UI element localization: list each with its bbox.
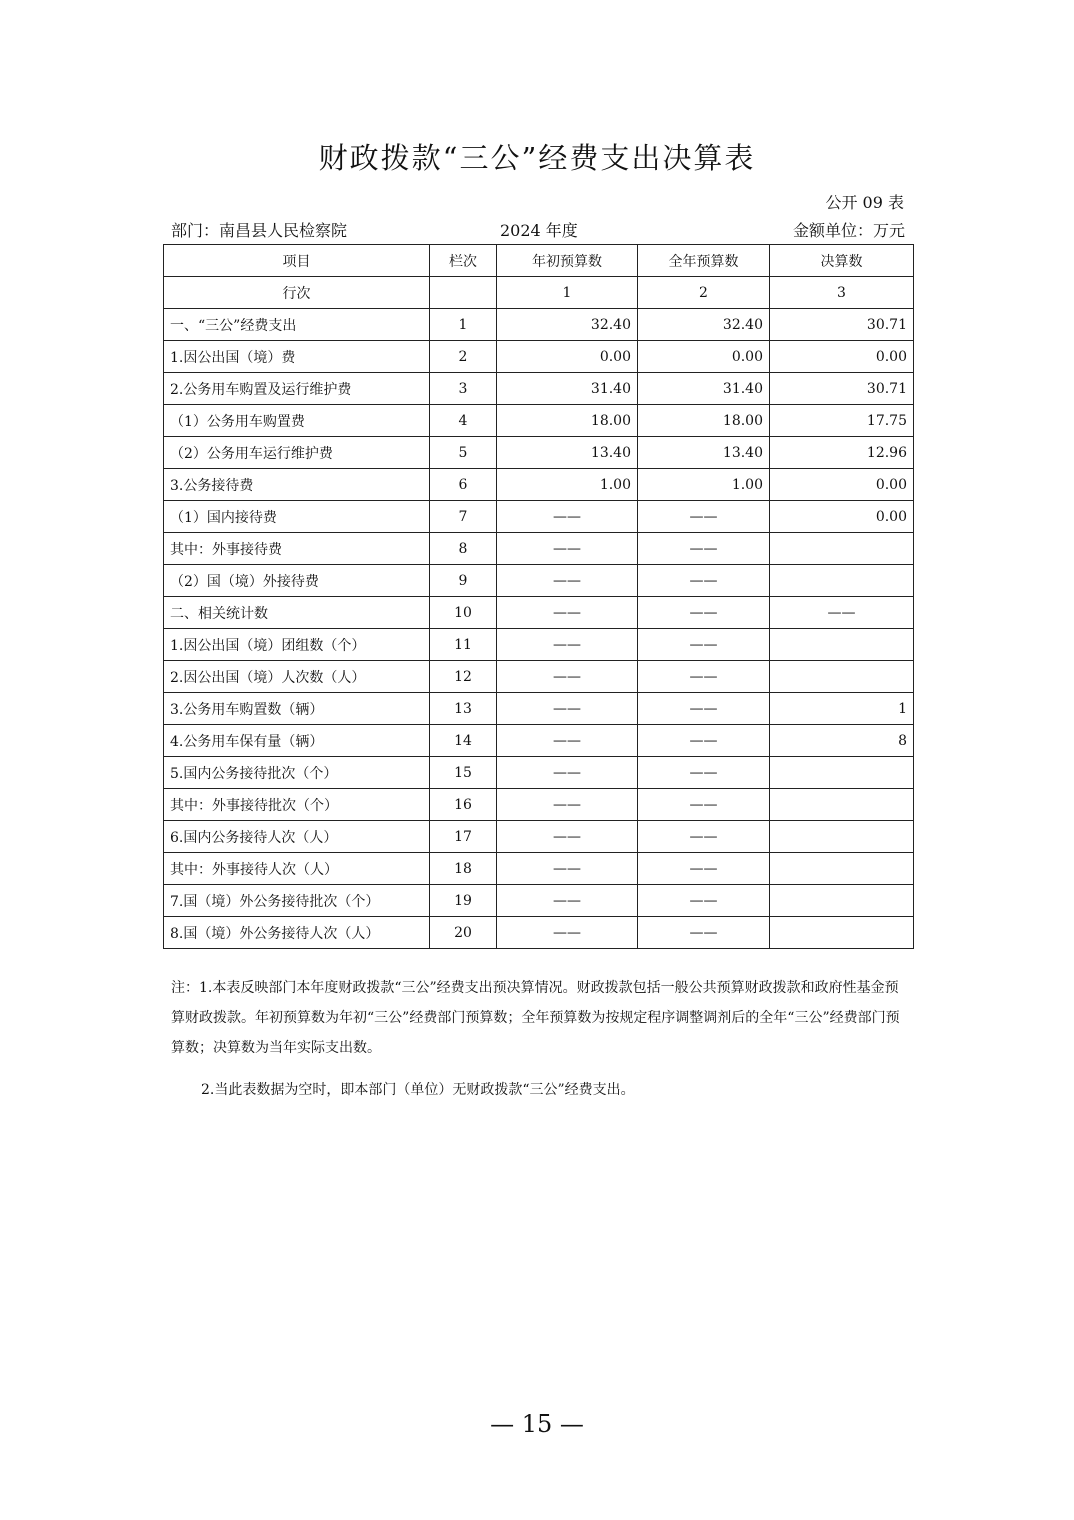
header-initial-budget: 年初预算数 — [497, 245, 638, 277]
row-item: 4.公务用车保有量（辆） — [164, 725, 430, 757]
table-meta — [171, 218, 905, 242]
row-full-year-budget: 18.00 — [638, 405, 770, 437]
row-item: 5.国内公务接待批次（个） — [164, 757, 430, 789]
row-initial-budget: 32.40 — [497, 309, 638, 341]
table-row — [164, 565, 914, 597]
row-final-accounts: 0.00 — [770, 341, 914, 373]
header-column-no: 栏次 — [430, 245, 497, 277]
subheader-col-1: 1 — [497, 277, 638, 309]
row-initial-budget: —— — [497, 661, 638, 693]
row-final-accounts — [770, 885, 914, 917]
row-column-no: 7 — [430, 501, 497, 533]
table-notes — [171, 973, 911, 1105]
table-row — [164, 629, 914, 661]
table-row — [164, 309, 914, 341]
row-full-year-budget: —— — [638, 821, 770, 853]
row-column-no: 12 — [430, 661, 497, 693]
fiscal-year-label: 2024 年度 — [500, 221, 578, 240]
row-final-accounts — [770, 757, 914, 789]
row-final-accounts: 1 — [770, 693, 914, 725]
row-item: 二、相关统计数 — [164, 597, 430, 629]
table-row — [164, 533, 914, 565]
row-initial-budget: 31.40 — [497, 373, 638, 405]
row-initial-budget: —— — [497, 725, 638, 757]
row-final-accounts — [770, 629, 914, 661]
row-initial-budget: —— — [497, 597, 638, 629]
row-full-year-budget: —— — [638, 885, 770, 917]
row-full-year-budget: —— — [638, 501, 770, 533]
table-row — [164, 757, 914, 789]
table-row — [164, 821, 914, 853]
row-column-no: 5 — [430, 437, 497, 469]
row-column-no: 8 — [430, 533, 497, 565]
table-row — [164, 501, 914, 533]
row-item: 一、“三公”经费支出 — [164, 309, 430, 341]
row-final-accounts: 8 — [770, 725, 914, 757]
subheader-col-3: 3 — [770, 277, 914, 309]
row-full-year-budget: —— — [638, 629, 770, 661]
table-row — [164, 917, 914, 949]
table-row — [164, 405, 914, 437]
table-row — [164, 373, 914, 405]
row-full-year-budget: —— — [638, 693, 770, 725]
row-column-no: 14 — [430, 725, 497, 757]
row-initial-budget: —— — [497, 853, 638, 885]
row-item: （2）公务用车运行维护费 — [164, 437, 430, 469]
row-final-accounts — [770, 565, 914, 597]
row-final-accounts: 30.71 — [770, 373, 914, 405]
row-initial-budget: —— — [497, 789, 638, 821]
table-subheader-row — [164, 277, 914, 309]
row-initial-budget: —— — [497, 693, 638, 725]
subheader-col-2: 2 — [638, 277, 770, 309]
row-column-no: 18 — [430, 853, 497, 885]
row-initial-budget: 13.40 — [497, 437, 638, 469]
header-final-accounts: 决算数 — [770, 245, 914, 277]
row-final-accounts: 17.75 — [770, 405, 914, 437]
row-item: 1.因公出国（境）团组数（个） — [164, 629, 430, 661]
table-row — [164, 725, 914, 757]
page-title: 财政拨款“三公”经费支出决算表 — [318, 141, 756, 175]
row-initial-budget: —— — [497, 629, 638, 661]
row-column-no: 11 — [430, 629, 497, 661]
table-row — [164, 789, 914, 821]
row-final-accounts: 0.00 — [770, 501, 914, 533]
table-header-row — [164, 245, 914, 277]
row-full-year-budget: —— — [638, 757, 770, 789]
header-item: 项目 — [164, 245, 430, 277]
table-row — [164, 437, 914, 469]
row-column-no: 16 — [430, 789, 497, 821]
row-final-accounts: —— — [770, 597, 914, 629]
row-column-no: 4 — [430, 405, 497, 437]
row-item: 8.国（境）外公务接待人次（人） — [164, 917, 430, 949]
row-initial-budget: —— — [497, 757, 638, 789]
subheader-empty — [430, 277, 497, 309]
page-number: — 15 — — [490, 1410, 584, 1438]
row-item: 其中：外事接待费 — [164, 533, 430, 565]
row-final-accounts — [770, 533, 914, 565]
row-item: 2.因公出国（境）人次数（人） — [164, 661, 430, 693]
row-item: （2）国（境）外接待费 — [164, 565, 430, 597]
row-full-year-budget: —— — [638, 597, 770, 629]
form-number: 公开 09 表 — [825, 193, 904, 212]
row-final-accounts: 12.96 — [770, 437, 914, 469]
row-initial-budget: —— — [497, 533, 638, 565]
row-full-year-budget: —— — [638, 725, 770, 757]
note-1: 注：1.本表反映部门本年度财政拨款“三公”经费支出预决算情况。财政拨款包括一般公共预算财政拨款和政府性基金预算财政拨款。年初预算数为年初“三公”经费部门预算数；全年预算数为按规定程序调整调剂后的全年“三公”经费部门预算数；决算数为当年实际支出数。 — [171, 980, 900, 1056]
table-row — [164, 661, 914, 693]
table-row — [164, 597, 914, 629]
table-row — [164, 341, 914, 373]
subheader-row-label: 行次 — [164, 277, 430, 309]
row-full-year-budget: 13.40 — [638, 437, 770, 469]
row-full-year-budget: —— — [638, 917, 770, 949]
row-column-no: 2 — [430, 341, 497, 373]
row-item: （1）国内接待费 — [164, 501, 430, 533]
row-initial-budget: 18.00 — [497, 405, 638, 437]
row-full-year-budget: 1.00 — [638, 469, 770, 501]
row-column-no: 13 — [430, 693, 497, 725]
row-initial-budget: —— — [497, 821, 638, 853]
row-item: 1.因公出国（境）费 — [164, 341, 430, 373]
table-row — [164, 885, 914, 917]
row-final-accounts — [770, 917, 914, 949]
row-column-no: 15 — [430, 757, 497, 789]
row-initial-budget: —— — [497, 565, 638, 597]
row-full-year-budget: 31.40 — [638, 373, 770, 405]
row-full-year-budget: —— — [638, 789, 770, 821]
row-full-year-budget: —— — [638, 533, 770, 565]
row-full-year-budget: —— — [638, 565, 770, 597]
row-item: 其中：外事接待人次（人） — [164, 853, 430, 885]
row-initial-budget: 1.00 — [497, 469, 638, 501]
row-column-no: 1 — [430, 309, 497, 341]
note-2: 2.当此表数据为空时，即本部门（单位）无财政拨款“三公”经费支出。 — [201, 1082, 635, 1098]
expense-table — [163, 244, 914, 949]
department-label: 部门：南昌县人民检察院 — [171, 221, 348, 240]
amount-unit-label: 金额单位：万元 — [792, 221, 905, 240]
row-column-no: 9 — [430, 565, 497, 597]
row-column-no: 19 — [430, 885, 497, 917]
row-final-accounts — [770, 821, 914, 853]
row-column-no: 6 — [430, 469, 497, 501]
row-full-year-budget: —— — [638, 661, 770, 693]
row-initial-budget: —— — [497, 917, 638, 949]
row-column-no: 10 — [430, 597, 497, 629]
header-full-year-budget: 全年预算数 — [638, 245, 770, 277]
row-item: 3.公务用车购置数（辆） — [164, 693, 430, 725]
row-column-no: 20 — [430, 917, 497, 949]
row-initial-budget: —— — [497, 885, 638, 917]
row-final-accounts — [770, 853, 914, 885]
row-item: 2.公务用车购置及运行维护费 — [164, 373, 430, 405]
row-column-no: 17 — [430, 821, 497, 853]
row-item: 7.国（境）外公务接待批次（个） — [164, 885, 430, 917]
row-initial-budget: —— — [497, 501, 638, 533]
row-initial-budget: 0.00 — [497, 341, 638, 373]
row-item: （1）公务用车购置费 — [164, 405, 430, 437]
row-item: 6.国内公务接待人次（人） — [164, 821, 430, 853]
table-row — [164, 693, 914, 725]
row-item: 其中：外事接待批次（个） — [164, 789, 430, 821]
row-final-accounts: 30.71 — [770, 309, 914, 341]
row-full-year-budget: 32.40 — [638, 309, 770, 341]
row-column-no: 3 — [430, 373, 497, 405]
row-full-year-budget: —— — [638, 853, 770, 885]
table-row — [164, 853, 914, 885]
row-full-year-budget: 0.00 — [638, 341, 770, 373]
row-item: 3.公务接待费 — [164, 469, 430, 501]
table-row — [164, 469, 914, 501]
row-final-accounts — [770, 661, 914, 693]
row-final-accounts — [770, 789, 914, 821]
row-final-accounts: 0.00 — [770, 469, 914, 501]
